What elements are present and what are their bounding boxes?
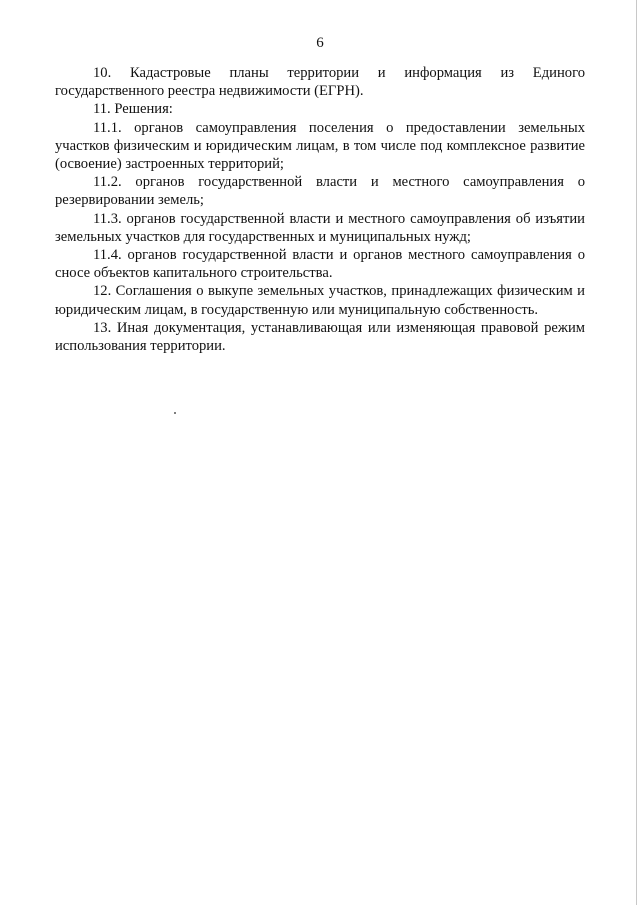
paragraph-item-11-1: 11.1. органов самоуправления поселения о предоставлении земельных участков физическим и юридическим лицам, в том числе под комплексное развитие (освоение) застроенных территорий; — [55, 119, 585, 173]
page-number: 6 — [316, 35, 324, 51]
paragraph-item-11-3: 11.3. органов государственной власти и местного самоуправления об изъятии земельных участков для государственных и муниципальных нужд; — [55, 210, 585, 245]
paragraph-item-11-2: 11.2. органов государственной власти и местного самоуправления о резервировании земель; — [55, 174, 585, 209]
document-body — [55, 64, 585, 355]
paragraph-item-11: 11. Решения: — [93, 101, 173, 118]
scan-edge-line — [636, 0, 637, 905]
paragraph-item-10: 10. Кадастровые планы территории и информация из Единого государственного реестра недвижимости (ЕГРН). — [55, 65, 585, 100]
paragraph-item-11-4: 11.4. органов государственной власти и органов местного самоуправления о сносе объектов капитального строительства. — [55, 247, 585, 282]
paragraph-item-13: 13. Иная документация, устанавливающая или изменяющая правовой режим использования территории. — [55, 319, 585, 355]
paragraph-item-12: 12. Соглашения о выкупе земельных участков, принадлежащих физическим и юридическим лицам, в государственную или муниципальную собственность. — [55, 283, 585, 318]
scan-speck — [174, 412, 176, 414]
